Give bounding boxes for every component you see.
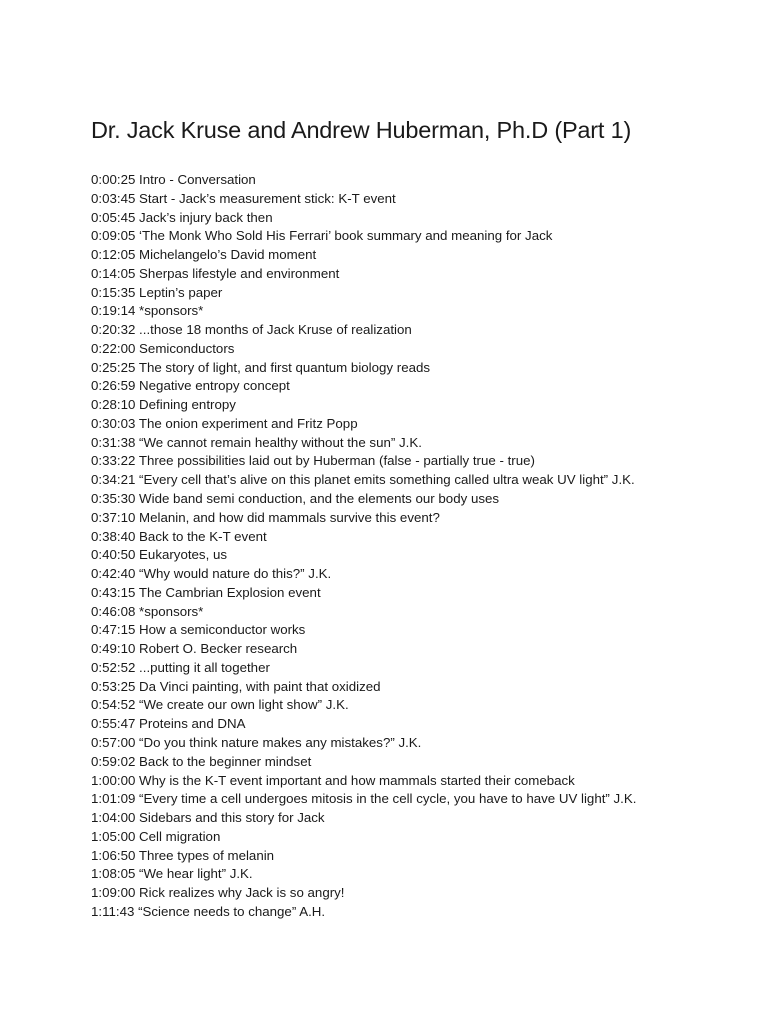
timestamp-entry: 0:54:52 “We create our own light show” J.K. <box>91 697 349 713</box>
timestamp-entry: 0:09:05 ‘The Monk Who Sold His Ferrari’ book summary and meaning for Jack <box>91 228 553 244</box>
timestamp-entry: 1:08:05 “We hear light” J.K. <box>91 866 253 882</box>
timestamp-entry: 1:00:00 Why is the K-T event important and how mammals started their comeback <box>91 772 575 788</box>
timestamp-entry: 0:12:05 Michelangelo’s David moment <box>91 247 317 263</box>
timestamp-entry: 0:37:10 Melanin, and how did mammals survive this event? <box>91 509 440 525</box>
timestamp-entry: 0:05:45 Jack’s injury back then <box>91 209 273 225</box>
timestamp-entry: 0:52:52 ...putting it all together <box>91 659 270 675</box>
timestamp-entry: 0:47:15 How a semiconductor works <box>91 622 306 638</box>
timestamp-list <box>91 171 636 922</box>
timestamp-entry: 0:35:30 Wide band semi conduction, and the elements our body uses <box>91 491 500 507</box>
timestamp-entry: 0:03:45 Start - Jack’s measurement stick: K-T event <box>91 190 396 206</box>
timestamp-entry: 1:09:00 Rick realizes why Jack is so angry! <box>91 885 345 901</box>
timestamp-entry: 0:28:10 Defining entropy <box>91 397 236 413</box>
timestamp-entry: 0:33:22 Three possibilities laid out by Huberman (false - partially true - true) <box>91 453 535 469</box>
timestamp-entry: 0:20:32 ...those 18 months of Jack Kruse of realization <box>91 322 412 338</box>
timestamp-entry: 0:34:21 “Every cell that’s alive on this planet emits something called ultra weak UV light” J.K. <box>91 472 635 488</box>
timestamp-entry: 0:46:08 *sponsors* <box>91 603 204 619</box>
timestamp-entry: 0:59:02 Back to the beginner mindset <box>91 753 312 769</box>
timestamp-entry: 0:38:40 Back to the K-T event <box>91 528 267 544</box>
timestamp-entry: 0:40:50 Eukaryotes, us <box>91 547 228 563</box>
document-title: Dr. Jack Kruse and Andrew Huberman, Ph.D (Part 1) <box>91 117 632 143</box>
timestamp-entry: 0:00:25 Intro - Conversation <box>91 172 256 187</box>
timestamp-entry: 0:22:00 Semiconductors <box>91 340 235 356</box>
timestamp-entry: 0:15:35 Leptin’s paper <box>91 284 223 300</box>
timestamp-entry: 0:42:40 “Why would nature do this?” J.K. <box>91 566 332 582</box>
timestamp-entry: 0:55:47 Proteins and DNA <box>91 716 246 732</box>
timestamp-entry: 0:49:10 Robert O. Becker research <box>91 641 298 657</box>
timestamp-entry: 0:31:38 “We cannot remain healthy without the sun” J.K. <box>91 434 422 450</box>
timestamp-entry: 0:53:25 Da Vinci painting, with paint that oxidized <box>91 678 381 694</box>
timestamp-entry: 0:26:59 Negative entropy concept <box>91 378 290 394</box>
timestamp-entry: 0:30:03 The onion experiment and Fritz Popp <box>91 415 358 431</box>
timestamp-entry: 1:11:43 “Science needs to change” A.H. <box>91 903 326 919</box>
timestamp-entry: 0:43:15 The Cambrian Explosion event <box>91 584 321 600</box>
timestamp-entry: 0:14:05 Sherpas lifestyle and environment <box>91 265 340 281</box>
timestamp-entry: 1:06:50 Three types of melanin <box>91 847 275 863</box>
timestamp-entry: 1:04:00 Sidebars and this story for Jack <box>91 810 325 826</box>
timestamp-entry: 0:25:25 The story of light, and first quantum biology reads <box>91 359 431 375</box>
timestamp-entry: 0:19:14 *sponsors* <box>91 303 204 319</box>
timestamp-entry: 1:05:00 Cell migration <box>91 828 221 844</box>
timestamp-entry: 0:57:00 “Do you think nature makes any mistakes?” J.K. <box>91 734 422 750</box>
timestamp-entry: 1:01:09 “Every time a cell undergoes mitosis in the cell cycle, you have to have UV light” J.K. <box>91 791 637 807</box>
